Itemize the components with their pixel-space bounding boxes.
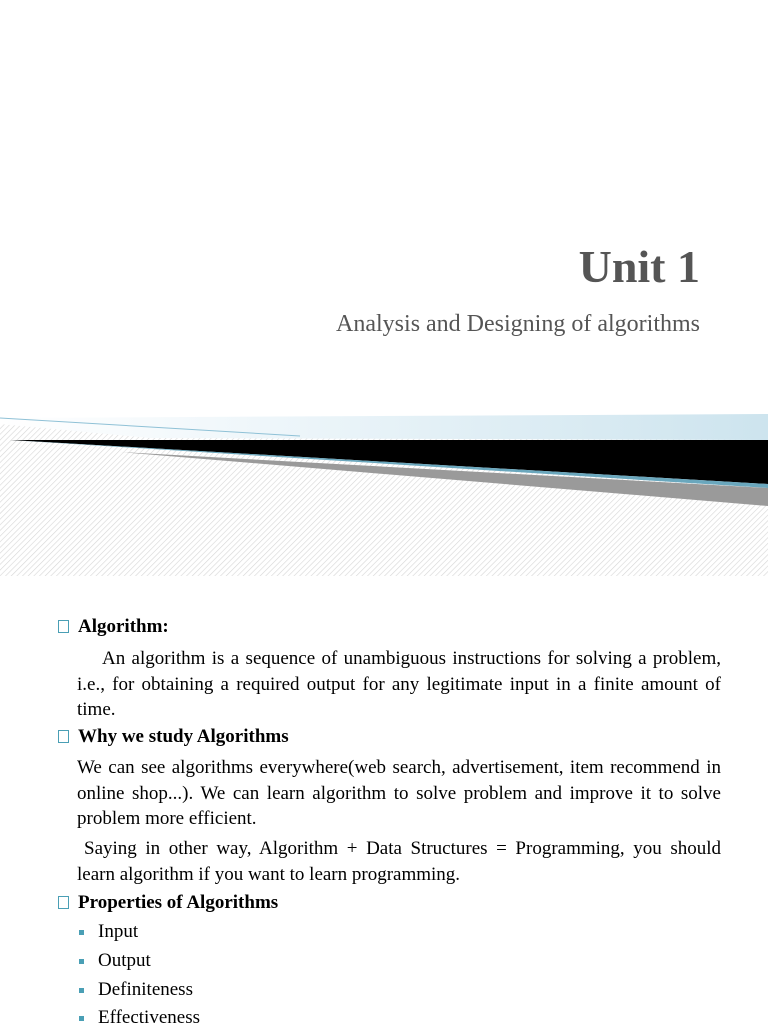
list-item [79, 921, 138, 943]
small-square-bullet-icon [79, 1016, 84, 1021]
list-item [79, 979, 193, 1001]
square-bullet-icon [58, 730, 69, 743]
section-why-study [58, 726, 289, 748]
decorative-swoosh-band [0, 400, 768, 576]
small-square-bullet-icon [79, 959, 84, 964]
section-heading: Algorithm: [78, 616, 169, 637]
list-item [79, 1007, 200, 1024]
content-slide [0, 576, 768, 1024]
list-item-label: Effectiveness [98, 1007, 200, 1024]
slide-title: Unit 1 [578, 241, 700, 292]
paragraph: We can see algorithms everywhere(web search, advertisement, item recommend in online shop...). We can learn algorithm to solve problem and improve it to solve problem more efficient. [77, 757, 721, 829]
small-square-bullet-icon [79, 930, 84, 935]
section-heading: Why we study Algorithms [78, 726, 289, 747]
section-heading: Properties of Algorithms [78, 892, 279, 913]
list-item [79, 950, 151, 972]
square-bullet-icon [58, 896, 69, 909]
list-item-label: Output [98, 950, 151, 971]
square-bullet-icon [58, 620, 69, 633]
slide-subtitle: Analysis and Designing of algorithms [336, 311, 700, 337]
section-properties [58, 892, 278, 914]
paragraph: An algorithm is a sequence of unambiguous instructions for solving a problem, i.e., for obtaining a required output for any legitimate input in a finite amount of time. [77, 648, 721, 720]
small-square-bullet-icon [79, 988, 84, 993]
list-item-label: Input [98, 921, 139, 942]
section-algorithm [58, 616, 169, 638]
paragraph: Saying in other way, Algorithm + Data Structures = Programming, you should learn algorithm if you want to learn programming. [77, 838, 721, 885]
list-item-label: Definiteness [98, 979, 193, 1000]
